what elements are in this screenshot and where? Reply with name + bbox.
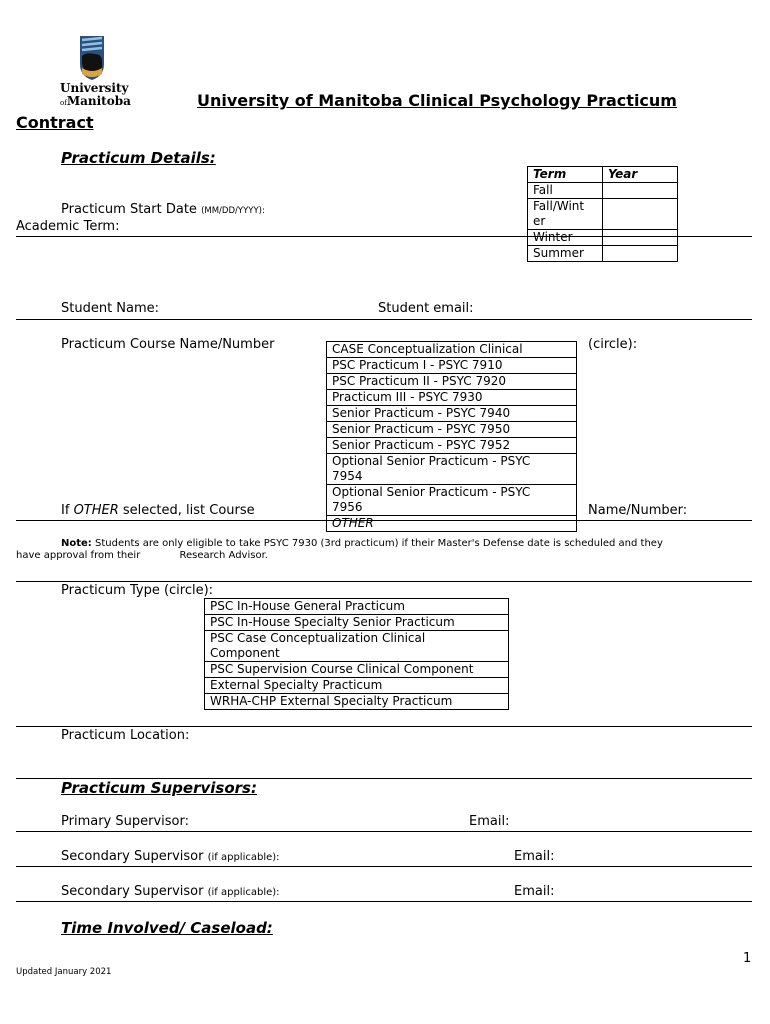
note-text-1: Students are only eligible to take PSYC 7930 (3rd practicum) if their Master's Defense date is scheduled and they bbox=[95, 538, 663, 549]
course-option[interactable] bbox=[327, 438, 577, 454]
start-date-label bbox=[61, 202, 265, 217]
practicum-type-table bbox=[204, 598, 509, 710]
secondary-supervisor-label-1 bbox=[61, 849, 280, 864]
secondary-label-text: Secondary Supervisor bbox=[61, 884, 204, 899]
term-cell[interactable] bbox=[528, 246, 603, 262]
practicum-type-option[interactable] bbox=[205, 615, 509, 631]
year-cell[interactable] bbox=[603, 199, 678, 230]
practicum-type-row bbox=[205, 631, 509, 662]
course-row bbox=[327, 406, 577, 422]
term-table bbox=[527, 166, 678, 262]
name-number-label: Name/Number: bbox=[588, 503, 688, 518]
practicum-details-heading: Practicum Details: bbox=[61, 149, 216, 167]
note-text-2: have approval from their bbox=[16, 550, 141, 561]
practicum-location-label: Practicum Location: bbox=[61, 728, 190, 743]
cell-text: Optional Senior Practicum - PSYC bbox=[332, 454, 531, 468]
cell-text: PSC Supervision Course Clinical Component bbox=[210, 662, 474, 676]
updated-date: Updated January 2021 bbox=[16, 967, 112, 977]
cell-text: 7956 bbox=[332, 500, 363, 514]
course-row bbox=[327, 374, 577, 390]
cell-text: PSC Practicum I - PSYC 7910 bbox=[332, 358, 503, 372]
page-title: University of Manitoba Clinical Psychology Practicum bbox=[197, 91, 677, 110]
practicum-type-row bbox=[205, 678, 509, 694]
course-option[interactable] bbox=[327, 342, 577, 358]
eligibility-note-2 bbox=[16, 550, 268, 561]
cell-text: PSC Case Conceptualization Clinical bbox=[210, 631, 426, 645]
course-option[interactable] bbox=[327, 516, 577, 532]
university-logo bbox=[58, 34, 131, 110]
note-text-3: Research Advisor. bbox=[179, 550, 268, 561]
secondary-supervisor-label-2 bbox=[61, 884, 280, 899]
if-applicable-text: (if applicable): bbox=[207, 887, 280, 898]
year-cell[interactable] bbox=[603, 246, 678, 262]
course-option[interactable] bbox=[327, 374, 577, 390]
other-word: OTHER bbox=[73, 503, 119, 518]
practicum-type-option[interactable] bbox=[205, 694, 509, 710]
cell-text: Practicum III - PSYC 7930 bbox=[332, 390, 483, 404]
student-name-label: Student Name: bbox=[61, 301, 160, 316]
cell-text: er bbox=[533, 214, 546, 228]
course-row bbox=[327, 358, 577, 374]
term-table-header-cell: Term bbox=[528, 167, 603, 183]
time-caseload-heading: Time Involved/ Caseload: bbox=[61, 919, 273, 937]
if-applicable-text: (if applicable): bbox=[207, 852, 280, 863]
secondary-email-label-2: Email: bbox=[514, 884, 555, 899]
start-date-format: (MM/DD/YYYY): bbox=[201, 206, 265, 216]
term-cell[interactable] bbox=[528, 199, 603, 230]
other-course-line bbox=[16, 520, 752, 521]
primary-supervisor-line bbox=[16, 831, 752, 832]
cell-text: WRHA-CHP External Specialty Practicum bbox=[210, 694, 453, 708]
cell-text: PSC In-House Specialty Senior Practicum bbox=[210, 615, 455, 629]
course-row bbox=[327, 438, 577, 454]
cell-text: Winter bbox=[533, 230, 573, 244]
start-date-text: Practicum Start Date bbox=[61, 202, 197, 217]
course-option[interactable] bbox=[327, 454, 577, 485]
type-line bbox=[16, 726, 752, 727]
course-row bbox=[327, 390, 577, 406]
cell-text: Senior Practicum - PSYC 7950 bbox=[332, 422, 511, 436]
cell-text: PSC In-House General Practicum bbox=[210, 599, 405, 613]
cell-text: CASE Conceptualization Clinical bbox=[332, 342, 523, 356]
page-number: 1 bbox=[743, 951, 752, 966]
course-option[interactable] bbox=[327, 358, 577, 374]
course-table bbox=[326, 341, 577, 532]
circle-label: (circle): bbox=[588, 337, 638, 352]
term-cell[interactable] bbox=[528, 230, 603, 246]
logo-manitoba: Manitoba bbox=[66, 94, 131, 108]
practicum-type-row bbox=[205, 599, 509, 615]
practicum-type-row bbox=[205, 615, 509, 631]
secondary-label-text: Secondary Supervisor bbox=[61, 849, 204, 864]
cell-text: External Specialty Practicum bbox=[210, 678, 383, 692]
year-cell[interactable] bbox=[603, 183, 678, 199]
practicum-type-row bbox=[205, 694, 509, 710]
other-course-label bbox=[61, 503, 255, 518]
course-row bbox=[327, 516, 577, 532]
term-table-row bbox=[528, 199, 678, 230]
logo-text-line1: University bbox=[60, 81, 129, 95]
page-title-cont: Contract bbox=[16, 113, 94, 132]
note-line bbox=[16, 581, 752, 582]
course-label: Practicum Course Name/Number bbox=[61, 337, 275, 352]
term-table-row bbox=[528, 230, 678, 246]
cell-text: Senior Practicum - PSYC 7952 bbox=[332, 438, 511, 452]
other-prefix: If bbox=[61, 503, 70, 518]
term-table-row bbox=[528, 246, 678, 262]
practicum-type-label: Practicum Type (circle): bbox=[61, 583, 214, 598]
practicum-type-option[interactable] bbox=[205, 678, 509, 694]
practicum-type-row bbox=[205, 662, 509, 678]
cell-text: Optional Senior Practicum - PSYC bbox=[332, 485, 531, 499]
practicum-type-option[interactable] bbox=[205, 599, 509, 615]
course-option[interactable] bbox=[327, 390, 577, 406]
course-row bbox=[327, 422, 577, 438]
secondary-email-label-1: Email: bbox=[514, 849, 555, 864]
practicum-type-option[interactable] bbox=[205, 631, 509, 662]
note-label: Note: bbox=[61, 538, 92, 549]
cell-text: Component bbox=[210, 646, 280, 660]
secondary-supervisor-line-1 bbox=[16, 866, 752, 867]
primary-supervisor-label: Primary Supervisor: bbox=[61, 814, 189, 829]
course-option[interactable] bbox=[327, 485, 577, 516]
term-table-header-cell: Year bbox=[603, 167, 678, 183]
supervisors-heading: Practicum Supervisors: bbox=[61, 779, 257, 797]
eligibility-note bbox=[61, 538, 663, 549]
student-line bbox=[16, 319, 752, 320]
course-row bbox=[327, 485, 577, 516]
course-row bbox=[327, 342, 577, 358]
cell-text: Fall/Wint bbox=[533, 199, 585, 213]
logo-text-line2 bbox=[60, 95, 131, 109]
term-cell[interactable] bbox=[528, 183, 603, 199]
term-table-row bbox=[528, 183, 678, 199]
course-option[interactable] bbox=[327, 422, 577, 438]
other-suffix: selected, list Course bbox=[122, 503, 255, 518]
term-table-header bbox=[528, 167, 678, 183]
course-option[interactable] bbox=[327, 406, 577, 422]
primary-email-label: Email: bbox=[469, 814, 510, 829]
year-cell[interactable] bbox=[603, 230, 678, 246]
secondary-supervisor-line-2 bbox=[16, 901, 752, 902]
cell-text: PSC Practicum II - PSYC 7920 bbox=[332, 374, 506, 388]
course-row bbox=[327, 454, 577, 485]
cell-text: OTHER bbox=[332, 516, 374, 530]
student-email-label: Student email: bbox=[378, 301, 474, 316]
bison-shield-icon bbox=[58, 34, 128, 82]
cell-text: 7954 bbox=[332, 469, 363, 483]
academic-term-label: Academic Term: bbox=[16, 219, 120, 234]
cell-text: Fall bbox=[533, 183, 553, 197]
cell-text: Senior Practicum - PSYC 7940 bbox=[332, 406, 511, 420]
cell-text: Summer bbox=[533, 246, 584, 260]
practicum-type-option[interactable] bbox=[205, 662, 509, 678]
logo-of: of bbox=[60, 99, 67, 107]
